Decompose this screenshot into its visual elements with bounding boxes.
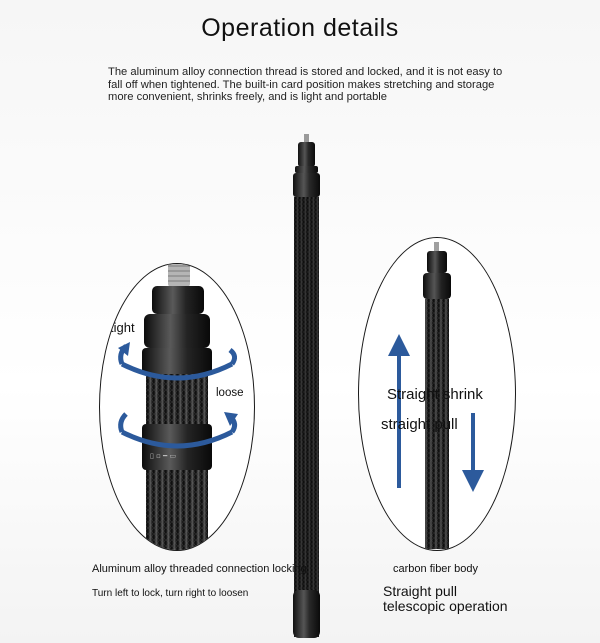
description-text: The aluminum alloy connection thread is stored and locked, and it is not easy to fall off when tightened. The built-in card position makes stretching and storage more convenient, shrinks freely, and is light and portable	[108, 66, 503, 104]
telescopic-caption	[383, 584, 508, 614]
thread-detail-oval	[99, 263, 255, 551]
lock-instruction-caption: Turn left to lock, turn right to loosen	[92, 588, 249, 599]
svg-text:▯ ▫ ━ ▭: ▯ ▫ ━ ▭	[150, 452, 177, 460]
telescopic-caption-line2: telescopic operation	[383, 598, 508, 614]
telescopic-detail-oval	[358, 237, 516, 551]
straight-pull-label: straight pull	[381, 416, 458, 433]
thread-lock-image	[100, 264, 254, 550]
carbon-body-caption: carbon fiber body	[393, 563, 478, 575]
loose-label: loose	[216, 387, 244, 399]
telescopic-caption-line1: Straight pull	[383, 583, 457, 599]
straight-shrink-label: Straight shrink	[387, 386, 483, 403]
tight-label: tight	[110, 320, 135, 335]
thread-caption: Aluminum alloy threaded connection locking	[92, 563, 307, 575]
page-title: Operation details	[201, 14, 399, 42]
